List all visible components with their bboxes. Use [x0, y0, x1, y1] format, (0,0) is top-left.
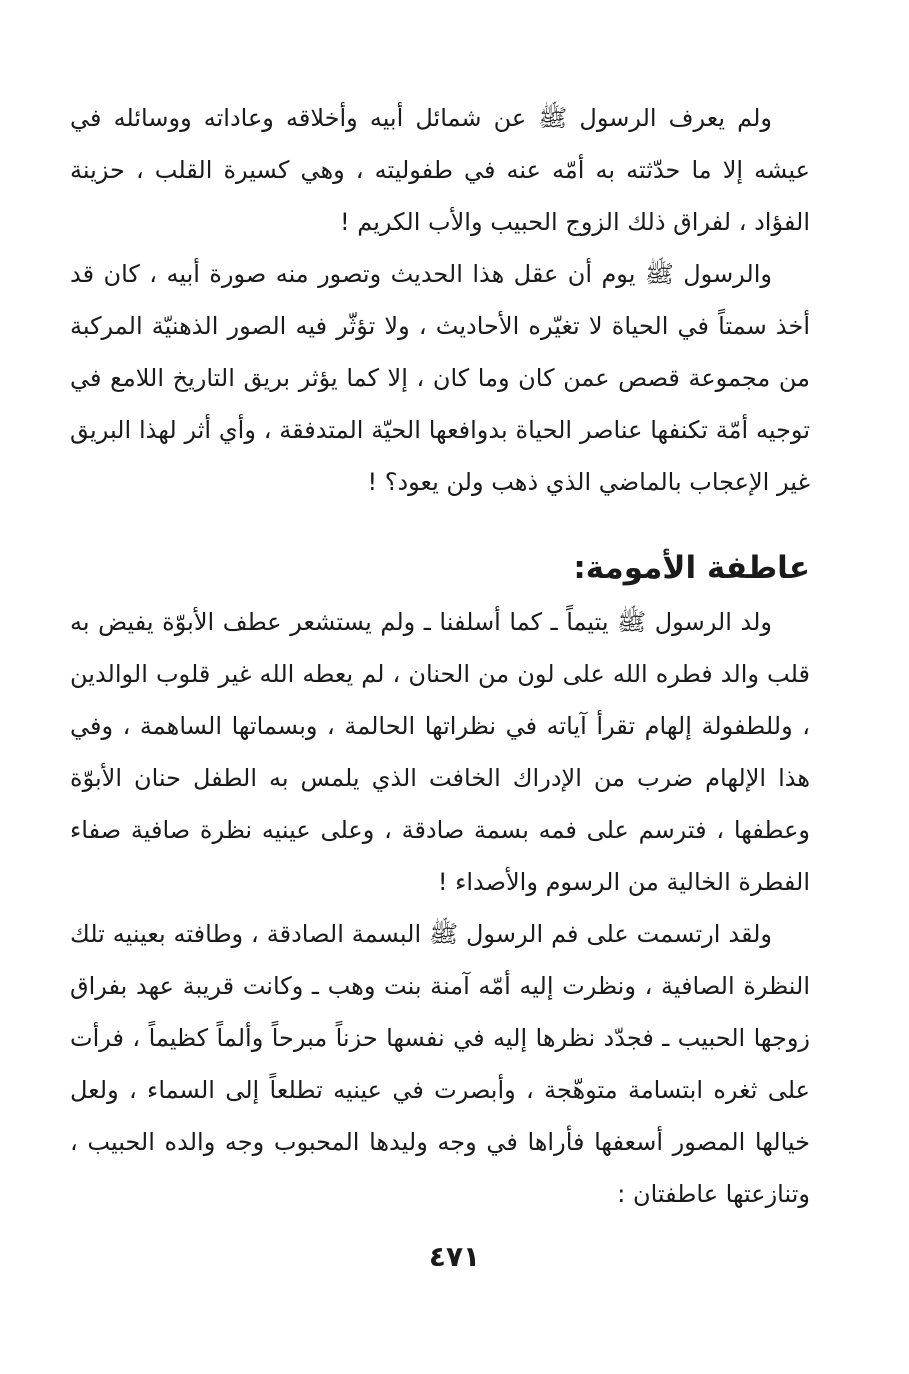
book-page-body	[70, 92, 810, 1220]
section-heading: عاطفة الأمومة:	[573, 550, 810, 586]
paragraph: ولد الرسول ﷺ يتيماً ـ كما أسلفنا ـ ولم يستشعر عطف الأبوّة يفيض به قلب والد فطره الله على لون من الحنان ، لم يعطه الله غير قلوب الوالدين ، وللطفولة إلهام تقرأ آياته في نظراتها الحالمة ، وبسماتها الساهمة ، وفي هذا الإلهام ضرب من الإدراك الخافت الذي يلمس به الطفل حنان الأبوّة وعطفها ، فترسم على فمه بسمة صادقة ، وعلى عينيه نظرة صافية صفاء الفطرة الخالية من الرسوم والأصداء !	[70, 608, 810, 896]
page-number: ٤٧١	[428, 1240, 481, 1273]
paragraph: والرسول ﷺ يوم أن عقل هذا الحديث وتصور منه صورة أبيه ، كان قد أخذ سمتاً في الحياة لا تغيّره الأحاديث ، ولا تؤثّر فيه الصور الذهنيّة المركبة من مجموعة قصص عمن كان وما كان ، إلا كما يؤثر بريق التاريخ اللامع في توجيه أمّة تكنفها عناصر الحياة بدوافعها الحيّة المتدفقة ، وأي أثر لهذا البريق غير الإعجاب بالماضي الذي ذهب ولن يعود؟ !	[70, 260, 810, 496]
paragraph: ولقد ارتسمت على فم الرسول ﷺ البسمة الصادقة ، وطافته بعينيه تلك النظرة الصافية ، ونظرت إليه أمّه آمنة بنت وهب ـ وكانت قريبة عهد بفراق زوجها الحبيب ـ فجدّد نظرها إليه في نفسها حزناً مبرحاً وألماً كظيماً ، فرأت على ثغره ابتسامة متوهّجة ، وأبصرت في عينيه تطلعاً إلى السماء ، ولعل خيالها المصور أسعفها فأراها في وجه وليدها المحبوب وجه والده الحبيب ، وتنازعتها عاطفتان :	[70, 920, 810, 1208]
paragraph: ولم يعرف الرسول ﷺ عن شمائل أبيه وأخلاقه وعاداته ووسائله في عيشه إلا ما حدّثته به أمّه عنه في طفوليته ، وهي كسيرة القلب ، حزينة الفؤاد ، لفراق ذلك الزوج الحبيب والأب الكريم !	[70, 104, 810, 236]
